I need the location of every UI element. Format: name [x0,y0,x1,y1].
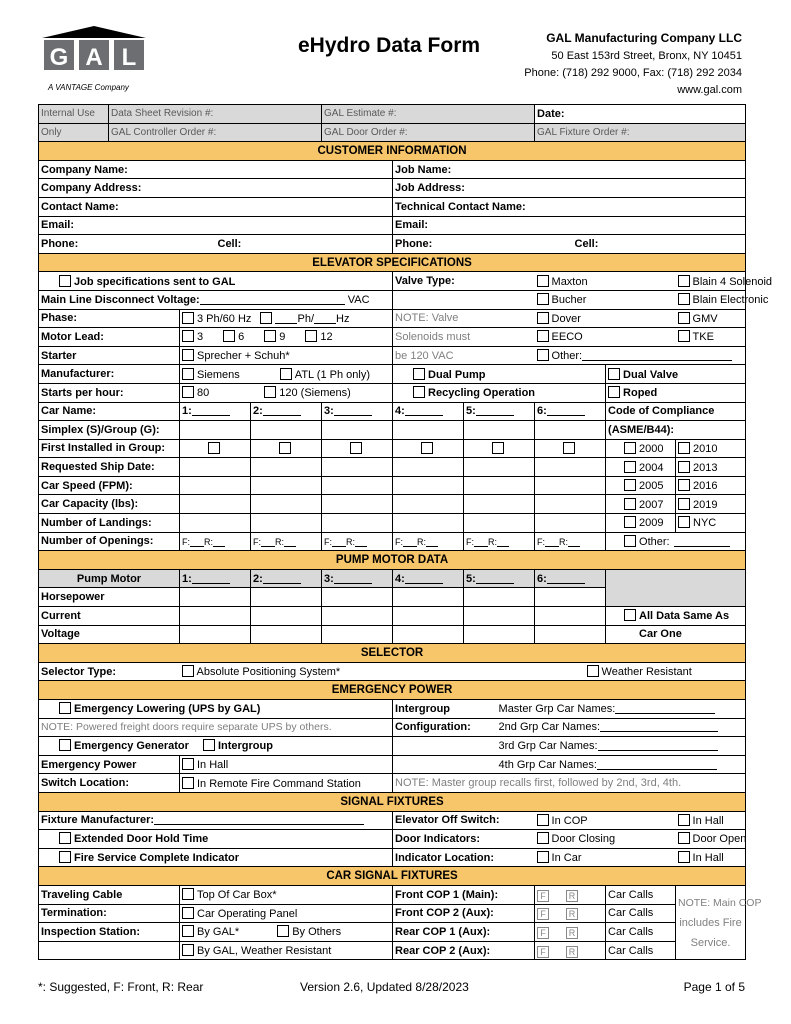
freight-note: NOTE: Powered freight doors require separate UPS by others. [39,718,393,737]
fixture-order-field[interactable]: GAL Fixture Order #: [535,123,746,142]
checkbox[interactable] [413,386,425,398]
checkbox[interactable] [678,293,690,305]
page-title: eHydro Data Form [298,34,481,57]
grid-cell[interactable] [251,625,322,644]
signal-section-header: SIGNAL FIXTURES [39,792,746,811]
checkbox[interactable] [678,479,690,491]
starts-label: Starts per hour: [39,383,180,402]
code-2013[interactable]: 2013 [676,458,746,477]
checkbox[interactable] [608,386,620,398]
car-calls-label: Car Calls [606,923,676,942]
checkbox[interactable] [280,368,292,380]
grid-cell[interactable] [251,607,322,626]
checkbox[interactable] [182,944,194,956]
data-form [38,104,773,960]
row-label: Car Capacity (lbs): [39,495,180,514]
grid-cell[interactable] [464,495,535,514]
row-label: Number of Openings: [39,532,180,551]
checkbox[interactable] [537,293,549,305]
valve-note-1: NOTE: Valve [393,309,535,328]
grid-cell[interactable] [393,625,464,644]
pump-car-4: 4: [393,569,464,588]
car-5[interactable]: 5: [464,402,535,421]
emergency-section-header: EMERGENCY POWER [39,681,746,700]
grid-cell[interactable] [464,607,535,626]
checkbox[interactable] [305,330,317,342]
door-order-field[interactable]: GAL Door Order #: [322,123,535,142]
code-nyc[interactable]: NYC [676,514,746,533]
checkbox[interactable] [624,442,636,454]
ep-remote[interactable]: In Remote Fire Command Station [180,774,393,793]
starts-options[interactable]: 80 120 (Siemens) [180,383,393,402]
grid-cell[interactable] [393,439,464,458]
row-label: Simplex (S)/Group (G): [39,421,180,440]
grid-cell[interactable] [322,458,393,477]
valve-maxton[interactable]: Maxton [535,272,676,291]
estimate-field[interactable]: GAL Estimate #: [322,105,535,124]
code-other[interactable]: Other: [606,532,746,551]
checkbox[interactable] [537,312,549,324]
valve-note-2: Solenoids must [393,328,535,347]
checkbox[interactable] [264,386,276,398]
company-name-field[interactable]: Company Name: [39,160,393,179]
checkbox[interactable] [413,368,425,380]
phase-label: Phase: [39,309,180,328]
grid-cell[interactable] [535,625,606,644]
cop-rear-2[interactable] [535,941,606,960]
selector-weather[interactable]: Weather Resistant [535,662,746,681]
dual-pump-option[interactable]: Dual Pump [393,365,606,384]
row-label: First Installed in Group: [39,439,180,458]
job-spec-option[interactable]: Job specifications sent to GAL [39,272,393,291]
checkbox[interactable] [624,535,636,547]
pump-row-label: Horsepower [39,588,180,607]
checkbox[interactable] [537,349,549,361]
grid-cell[interactable] [180,476,251,495]
checkbox[interactable] [182,777,194,789]
checkbox[interactable] [537,330,549,342]
date-field[interactable]: Date: [535,105,746,124]
grid-cell[interactable] [180,514,251,533]
controller-order-field[interactable]: GAL Controller Order #: [109,123,322,142]
grid-cell[interactable] [180,458,251,477]
company-name: GAL Manufacturing Company LLC [546,31,742,45]
code-subtitle: (ASME/B44): [606,421,746,440]
checkbox[interactable] [59,275,71,287]
grid-cell[interactable] [251,439,322,458]
grid-cell[interactable] [393,607,464,626]
main-cop-note: NOTE: Main COP includes Fire Service. [676,885,746,959]
front-box[interactable]: F [537,890,549,902]
elevator-section-header: ELEVATOR SPECIFICATIONS [39,253,746,272]
master-grp-field[interactable]: Master Grp Car Names: [535,700,746,719]
grid-cell[interactable] [180,421,251,440]
tech-email-field[interactable]: Email: [393,216,746,235]
grid-cell[interactable] [393,476,464,495]
checkbox[interactable] [678,330,690,342]
checkbox[interactable] [59,851,71,863]
checkbox[interactable] [678,442,690,454]
checkbox[interactable] [537,275,549,287]
grid-cell[interactable] [251,476,322,495]
car-calls-label: Car Calls [606,941,676,960]
valve-other[interactable]: Other: [535,346,746,365]
valve-type-label: Valve Type: [393,272,535,291]
checkbox[interactable] [624,609,636,621]
code-2005[interactable]: 2005 [606,476,676,495]
master-note: NOTE: Master group recalls first, followed by 2nd, 3rd, 4th. [393,774,746,793]
internal-row-2 [39,123,746,142]
weather-option[interactable]: By GAL, Weather Resistant [180,941,393,960]
valve-tke[interactable]: TKE [676,328,746,347]
checkbox[interactable] [678,275,690,287]
ind-in-car[interactable]: In Car [535,848,676,867]
checkbox[interactable] [182,907,194,919]
valve-eeco[interactable]: EECO [535,328,676,347]
valve-note-3: be 120 VAC [393,346,535,365]
job-address-field[interactable]: Job Address: [393,179,746,198]
checkbox[interactable] [182,888,194,900]
car-calls-label: Car Calls [606,885,676,904]
car-3[interactable]: 3: [322,402,393,421]
grid-cell[interactable] [322,421,393,440]
grp-3-field[interactable]: 3rd Grp Car Names: [535,737,746,756]
phone-field[interactable]: Phone: [39,235,180,254]
all-same-option[interactable]: All Data Same As [606,607,746,626]
cell-field[interactable]: Cell: [180,235,393,254]
car-4[interactable]: 4: [393,402,464,421]
checkbox[interactable] [537,851,549,863]
svg-text:L: L [121,44,137,71]
grid-cell[interactable] [535,421,606,440]
email-field[interactable]: Email: [39,216,393,235]
checkbox[interactable] [59,702,71,714]
grid-cell[interactable] [251,421,322,440]
checkbox[interactable] [678,516,690,528]
code-2019[interactable]: 2019 [676,495,746,514]
grid-cell[interactable] [393,458,464,477]
svg-text:A VANTAGE Company: A VANTAGE Company [48,83,129,92]
grid-cell[interactable] [535,588,606,607]
checkbox[interactable] [537,832,549,844]
dual-valve-option[interactable]: Dual Valve [606,365,746,384]
row-label: Requested Ship Date: [39,458,180,477]
selector-section-header: SELECTOR [39,644,746,663]
grid-cell[interactable] [251,514,322,533]
emergency-power-label: Emergency Power [39,755,180,774]
company-address-field[interactable]: Company Address: [39,179,393,198]
grid-cell[interactable] [180,607,251,626]
code-2009[interactable]: 2009 [606,514,676,533]
grid-cell[interactable] [322,439,393,458]
openings-cell[interactable]: F: R: [464,532,535,551]
motor-lead-label: Motor Lead: [39,328,180,347]
checkbox[interactable] [678,498,690,510]
code-2000[interactable]: 2000 [606,439,676,458]
grid-cell[interactable] [464,625,535,644]
all-same-label-2: Car One [606,625,746,644]
grid-cell[interactable] [322,607,393,626]
checkbox[interactable] [208,442,220,454]
checkbox[interactable] [587,665,599,677]
car-2[interactable]: 2: [251,402,322,421]
indicator-location-label: Indicator Location: [393,848,535,867]
checkbox[interactable] [624,498,636,510]
footer-page: Page 1 of 5 [683,980,745,994]
grid-cell[interactable] [393,588,464,607]
checkbox[interactable] [277,925,289,937]
grid-cell[interactable] [322,625,393,644]
checkbox[interactable] [182,386,194,398]
gal-logo [38,26,150,98]
valve-gmv[interactable]: GMV [676,309,746,328]
company-info [480,30,742,99]
form-table [38,104,773,960]
ep-in-hall[interactable]: In Hall [180,755,393,774]
internal-label-2: Only [39,123,109,142]
checkbox[interactable] [624,461,636,473]
car-signal-section-header: CAR SIGNAL FIXTURES [39,867,746,886]
checkbox[interactable] [182,330,194,342]
cop-label: Rear COP 2 (Aux): [393,941,535,960]
code-2016[interactable]: 2016 [676,476,746,495]
cop-front-2[interactable] [535,904,606,923]
checkbox[interactable] [182,368,194,380]
disconnect-voltage-field[interactable]: Main Line Disconnect Voltage: VAC [39,290,393,309]
checkbox[interactable] [182,758,194,770]
grid-cell[interactable] [322,588,393,607]
code-2007[interactable]: 2007 [606,495,676,514]
cop-front-1[interactable] [535,885,606,904]
checkbox[interactable] [59,832,71,844]
code-2004[interactable]: 2004 [606,458,676,477]
starter-sprecher[interactable]: Sprecher + Schuh* [180,346,393,365]
front-box[interactable]: F [537,946,549,958]
internal-row-1 [39,105,746,124]
door-open-option[interactable]: Door Open [676,830,746,849]
front-box[interactable]: F [537,927,549,939]
generator-options[interactable]: Emergency Generator Intergroup [39,737,393,756]
grid-cell[interactable] [535,495,606,514]
grid-cell[interactable] [180,588,251,607]
pump-car-6: 6: [535,569,606,588]
grid-cell[interactable] [535,458,606,477]
pump-motor-label: Pump Motor [39,569,180,588]
termination-label: Termination: [39,904,180,923]
grp-4-field[interactable]: 4th Grp Car Names: [535,755,746,774]
tech-contact-field[interactable]: Technical Contact Name: [393,197,746,216]
pump-car-3: 3: [322,569,393,588]
grid-cell[interactable] [464,588,535,607]
openings-cell[interactable]: F: R: [322,532,393,551]
company-phone: Phone: (718) 292 9000, Fax: (718) 292 2034 [524,67,742,79]
checkbox[interactable] [678,851,690,863]
checkbox[interactable] [624,516,636,528]
grid-cell[interactable] [322,495,393,514]
grid-cell[interactable] [464,439,535,458]
checkbox[interactable] [624,479,636,491]
checkbox[interactable] [182,312,194,324]
rear-box[interactable]: R [566,890,578,902]
openings-cell[interactable]: F: R: [393,532,464,551]
company-address: 50 East 153rd Street, Bronx, NY 10451 [551,50,742,62]
checkbox[interactable] [279,442,291,454]
pump-row-label: Current [39,607,180,626]
off-in-cop[interactable]: In COP [535,811,676,830]
door-closing-option[interactable]: Door Closing [535,830,676,849]
valve-blain-electronic[interactable]: Blain Electronic [676,290,746,309]
recycling-option[interactable]: Recycling Operation [393,383,606,402]
checkbox[interactable] [182,925,194,937]
rear-box[interactable]: R [566,927,578,939]
grid-cell[interactable] [464,514,535,533]
grid-cell[interactable] [180,495,251,514]
phase-options[interactable]: 3 Ph/60 Hz Ph/ Hz [180,309,393,328]
fire-service-option[interactable]: Fire Service Complete Indicator [39,848,393,867]
customer-section-header: CUSTOMER INFORMATION [39,142,746,161]
openings-cell[interactable]: F: R: [251,532,322,551]
pump-row-label: Voltage [39,625,180,644]
valve-blain4[interactable]: Blain 4 Solenoid [676,272,746,291]
grp-2-field[interactable]: 2nd Grp Car Names: [535,718,746,737]
grid-cell[interactable] [393,421,464,440]
grid-cell[interactable] [251,588,322,607]
checkbox[interactable] [678,312,690,324]
grid-cell[interactable] [535,476,606,495]
grid-cell[interactable] [464,458,535,477]
car-6[interactable]: 6: [535,402,606,421]
checkbox[interactable] [678,832,690,844]
cop-label: Front COP 2 (Aux): [393,904,535,923]
grid-cell[interactable] [535,439,606,458]
grid-cell[interactable] [393,514,464,533]
svg-text:A: A [85,44,103,71]
grid-cell[interactable] [464,421,535,440]
selector-aps[interactable]: Absolute Positioning System* [180,662,535,681]
top-of-car-option[interactable]: Top Of Car Box* [180,885,393,904]
car-1[interactable]: 1: [180,402,251,421]
grid-cell[interactable] [251,458,322,477]
tech-phone-field[interactable]: Phone: [393,235,535,254]
checkbox[interactable] [608,368,620,380]
configuration-label: Configuration: [393,718,535,737]
checkbox[interactable] [260,312,272,324]
footer-legend: *: Suggested, F: Front, R: Rear [38,980,204,994]
starter-siemens[interactable]: Siemens ATL (1 Ph only) [180,365,393,384]
openings-cell[interactable]: F: R: [535,532,606,551]
checkbox[interactable] [350,442,362,454]
door-hold-option[interactable]: Extended Door Hold Time [39,830,393,849]
revision-field[interactable]: Data Sheet Revision #: [109,105,322,124]
cop-rear-1[interactable] [535,923,606,942]
rear-box[interactable]: R [566,908,578,920]
off-in-hall[interactable]: In Hall [676,811,746,830]
tech-cell-field[interactable]: Cell: [535,235,746,254]
row-label: Number of Landings: [39,514,180,533]
checkbox[interactable] [537,814,549,826]
car-calls-label: Car Calls [606,904,676,923]
svg-text:G: G [49,44,69,71]
inspection-label: Inspection Station: [39,923,180,942]
cop-option[interactable]: Car Operating Panel [180,904,393,923]
inspection-options[interactable]: By GAL* By Others [180,923,393,942]
motor-lead-options[interactable]: 3 6 9 12 [180,328,393,347]
fixture-manufacturer-field[interactable]: Fixture Manufacturer: [39,811,393,830]
pump-car-5: 5: [464,569,535,588]
checkbox[interactable] [264,330,276,342]
checkbox[interactable] [678,461,690,473]
intergroup-label: Intergroup [393,700,535,719]
selector-type-label: Selector Type: [39,662,180,681]
code-title: Code of Compliance [606,402,746,421]
grid-cell[interactable] [393,495,464,514]
starter-label: Starter [39,346,180,365]
checkbox[interactable] [182,349,194,361]
internal-label: Internal Use [39,105,109,124]
manufacturer-label: Manufacturer: [39,365,180,384]
switch-location-label: Switch Location: [39,774,180,793]
pump-car-1: 1: [180,569,251,588]
checkbox[interactable] [678,814,690,826]
grid-cell[interactable] [251,495,322,514]
pump-section-header: PUMP MOTOR DATA [39,551,746,570]
checkbox[interactable] [492,442,504,454]
ind-in-hall[interactable]: In Hall [676,848,746,867]
grid-cell[interactable] [180,439,251,458]
checkbox[interactable] [421,442,433,454]
door-indicators-label: Door Indicators: [393,830,535,849]
valve-dover[interactable]: Dover [535,309,676,328]
company-web[interactable]: www.gal.com [677,84,742,96]
grid-cell[interactable] [535,514,606,533]
openings-cell[interactable]: F: R: [180,532,251,551]
checkbox[interactable] [223,330,235,342]
row-label: Car Speed (FPM): [39,476,180,495]
grid-cell[interactable] [322,514,393,533]
grid-cell[interactable] [535,607,606,626]
grid-cell[interactable] [180,625,251,644]
rear-box[interactable]: R [566,946,578,958]
cop-label: Front COP 1 (Main): [393,885,535,904]
checkbox[interactable] [203,739,215,751]
checkbox[interactable] [182,665,194,677]
code-2010[interactable]: 2010 [676,439,746,458]
off-switch-label: Elevator Off Switch: [393,811,535,830]
valve-bucher[interactable]: Bucher [535,290,676,309]
front-box[interactable]: F [537,908,549,920]
pump-car-2: 2: [251,569,322,588]
grid-cell[interactable] [322,476,393,495]
roped-option[interactable]: Roped [606,383,746,402]
car-name-label: Car Name: [39,402,180,421]
footer-version: Version 2.6, Updated 8/28/2023 [300,980,469,994]
emergency-lowering-option[interactable]: Emergency Lowering (UPS by GAL) [39,700,393,719]
contact-name-field[interactable]: Contact Name: [39,197,393,216]
job-name-field[interactable]: Job Name: [393,160,746,179]
checkbox[interactable] [563,442,575,454]
checkbox[interactable] [59,739,71,751]
grid-cell[interactable] [464,476,535,495]
cop-label: Rear COP 1 (Aux): [393,923,535,942]
traveling-cable-label: Traveling Cable [39,885,180,904]
